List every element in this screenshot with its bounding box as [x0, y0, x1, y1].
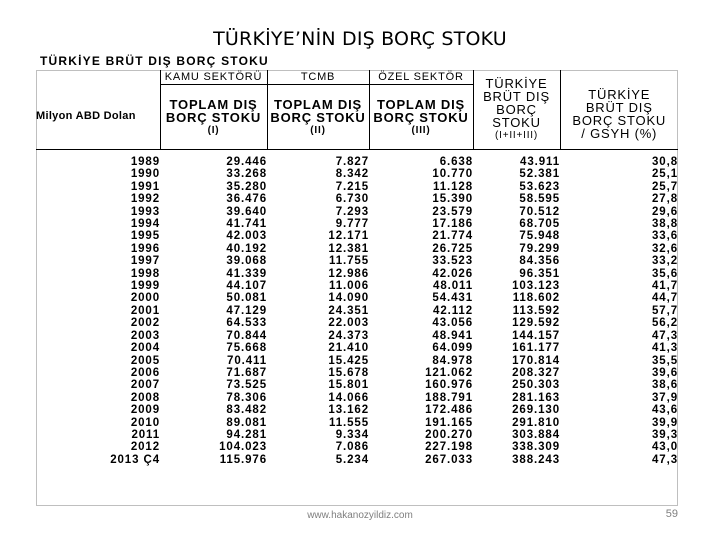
col-header-line: BORÇ STOKU: [572, 113, 667, 128]
cell-debt-gdp: 33,2: [652, 255, 678, 268]
cell-central-bank: 7.293: [335, 205, 369, 218]
cell-gross-total: 113.592: [512, 304, 560, 317]
cell-year: 2009: [130, 404, 160, 417]
cell-gross-total: 43.911: [520, 156, 560, 168]
cell-private: 21.774: [432, 230, 473, 243]
cell-year: 2011: [131, 428, 160, 441]
cell-private: 6.638: [439, 156, 473, 168]
cell-public: 70.844: [226, 329, 267, 342]
cell-central-bank: 15.801: [328, 379, 369, 392]
cell-public: 39.640: [226, 205, 267, 218]
col-header-line: BRÜT DIŞ: [585, 100, 653, 115]
cell-debt-gdp: 39,3: [652, 428, 678, 441]
cell-gross-total: 144.157: [512, 329, 560, 342]
cell-private: 15.390: [432, 193, 473, 206]
cell-central-bank: 21.410: [328, 342, 369, 355]
cell-gross-total: 68.705: [519, 218, 560, 231]
cell-public: 44.107: [226, 280, 267, 293]
table-row: [36, 181, 678, 193]
cell-year: 2007: [130, 379, 160, 392]
group-header-private-sector: ÖZEL SEKTÖR: [369, 70, 473, 85]
cell-year: 2012: [130, 441, 160, 454]
cell-year: 1999: [130, 280, 160, 293]
cell-central-bank: 12.381: [328, 242, 369, 255]
col-header-private-total: [369, 85, 473, 150]
cell-debt-gdp: 41,7: [652, 280, 678, 293]
col-header-line: (II): [310, 124, 326, 136]
cell-private: 227.198: [425, 441, 473, 454]
cell-private: 121.062: [425, 366, 473, 379]
table-row: [36, 441, 678, 453]
cell-debt-gdp: 33,6: [652, 230, 678, 243]
cell-gross-total: 75.948: [519, 230, 560, 243]
cell-central-bank: 9.777: [335, 218, 369, 231]
cell-central-bank: 6.730: [335, 193, 369, 206]
page-number: 59: [665, 508, 678, 520]
cell-private: 200.270: [425, 428, 473, 441]
cell-debt-gdp: 43,0: [652, 441, 678, 454]
cell-private: 10.770: [432, 168, 473, 181]
table-row: [36, 280, 678, 292]
cell-central-bank: 22.003: [328, 317, 369, 330]
cell-private: 267.033: [425, 453, 473, 466]
cell-private: 172.486: [425, 404, 473, 417]
table-row: [36, 367, 678, 379]
col-header-line: / GSYH (%): [581, 126, 658, 141]
cell-private: 17.186: [432, 218, 473, 231]
cell-gross-total: 53.623: [519, 180, 560, 193]
col-header-cb-total: [267, 85, 369, 150]
cell-gross-total: 338.309: [512, 441, 560, 454]
cell-gross-total: 161.177: [512, 342, 560, 355]
table-row: [36, 355, 678, 367]
cell-public: 47.129: [226, 304, 267, 317]
cell-private: 42.112: [433, 304, 473, 317]
cell-year: 2008: [130, 391, 160, 404]
cell-private: 84.978: [432, 354, 473, 367]
cell-central-bank: 15.425: [328, 354, 369, 367]
table-row: [36, 243, 678, 255]
cell-gross-total: 208.327: [512, 366, 560, 379]
cell-debt-gdp: 39,9: [652, 416, 678, 429]
cell-private: 48.941: [432, 329, 473, 342]
cell-gross-total: 58.595: [519, 193, 560, 206]
cell-gross-total: 118.602: [512, 292, 560, 305]
cell-year: 1996: [130, 242, 160, 255]
col-header-line: BORÇ STOKU: [373, 109, 469, 125]
table-row: [36, 330, 678, 342]
cell-public: 73.525: [226, 379, 267, 392]
table-row: [36, 379, 678, 391]
table-row: [36, 156, 678, 168]
cell-debt-gdp: 39,6: [652, 366, 678, 379]
cell-gross-total: 281.163: [512, 391, 560, 404]
cell-year: 1993: [130, 205, 160, 218]
cell-debt-gdp: 37,9: [652, 391, 678, 404]
cell-year: 2005: [130, 354, 160, 367]
cell-year: 2004: [130, 342, 160, 355]
col-header-line: BRÜT DIŞ: [483, 89, 550, 104]
cell-central-bank: 11.755: [329, 255, 369, 268]
col-header-line: (III): [411, 124, 431, 136]
cell-debt-gdp: 30,8: [652, 156, 678, 168]
cell-private: 33.523: [432, 255, 473, 268]
col-header-line: BORÇ STOKU: [270, 109, 366, 125]
cell-year: 2006: [130, 366, 160, 379]
cell-private: 48.011: [433, 280, 473, 293]
cell-gross-total: 170.814: [512, 354, 560, 367]
cell-year: 2003: [130, 329, 160, 342]
cell-public: 42.003: [226, 230, 267, 243]
col-header-line: TOPLAM DIŞ: [274, 96, 362, 112]
cell-debt-gdp: 57,7: [652, 304, 678, 317]
table-row: [36, 168, 678, 180]
cell-debt-gdp: 44,7: [652, 292, 678, 305]
cell-central-bank: 12.171: [328, 230, 369, 243]
cell-public: 70.411: [227, 354, 267, 367]
cell-public: 41.741: [226, 218, 267, 231]
cell-debt-gdp: 41,3: [652, 342, 678, 355]
cell-debt-gdp: 47,3: [652, 453, 678, 466]
col-header-public-total: [160, 85, 267, 150]
cell-central-bank: 14.066: [328, 391, 369, 404]
cell-central-bank: 7.215: [335, 180, 369, 193]
cell-debt-gdp: 27,8: [652, 193, 678, 206]
cell-gross-total: 303.884: [512, 428, 560, 441]
cell-private: 188.791: [425, 391, 473, 404]
table-row: [36, 292, 678, 304]
cell-year: 2013 Ç4: [110, 453, 160, 466]
table-row: [36, 392, 678, 404]
col-header-line: TOPLAM DIŞ: [169, 96, 258, 112]
cell-central-bank: 9.334: [335, 428, 369, 441]
cell-central-bank: 5.234: [335, 453, 369, 466]
cell-private: 42.026: [432, 267, 473, 280]
cell-central-bank: 7.827: [335, 156, 369, 168]
cell-gross-total: 84.356: [519, 255, 560, 268]
col-header-gross-total: [473, 70, 560, 150]
cell-debt-gdp: 35,5: [652, 354, 678, 367]
cell-central-bank: 7.086: [335, 441, 369, 454]
cell-central-bank: 11.555: [329, 416, 369, 429]
cell-year: 2010: [130, 416, 160, 429]
debt-table: [36, 70, 678, 466]
cell-private: 64.099: [432, 342, 473, 355]
cell-private: 23.579: [432, 205, 473, 218]
cell-year: 1994: [130, 218, 160, 231]
cell-year: 1997: [130, 255, 160, 268]
cell-central-bank: 11.006: [329, 280, 369, 293]
table-body: [36, 150, 678, 467]
cell-debt-gdp: 25,1: [652, 168, 678, 181]
cell-public: 35.280: [226, 180, 267, 193]
table-row: [36, 429, 678, 441]
table-row: [36, 193, 678, 205]
cell-year: 2001: [130, 304, 160, 317]
cell-public: 50.081: [226, 292, 267, 305]
col-header-line: TÜRKİYE: [485, 76, 548, 91]
cell-debt-gdp: 56,2: [652, 317, 678, 330]
group-header-row: [36, 70, 678, 85]
group-header-public-sector: KAMU SEKTÖRÜ: [160, 70, 267, 85]
cell-year: 1992: [130, 193, 160, 206]
cell-gross-total: 70.512: [519, 205, 560, 218]
cell-debt-gdp: 38,6: [652, 379, 678, 392]
cell-public: 33.268: [226, 168, 267, 181]
table-row: [36, 206, 678, 218]
col-header-line: (I): [207, 124, 220, 136]
cell-gross-total: 52.381: [519, 168, 560, 181]
cell-central-bank: 15.678: [328, 366, 369, 379]
cell-public: 39.068: [226, 255, 267, 268]
col-header-line: TÜRKİYE: [588, 87, 651, 102]
group-header-central-bank: TCMB: [267, 70, 369, 85]
cell-public: 64.533: [226, 317, 267, 330]
table-row: [36, 454, 678, 466]
cell-year: 1998: [130, 267, 160, 280]
cell-central-bank: 24.373: [328, 329, 369, 342]
table-caption: TÜRKİYE BRÜT DIŞ BORÇ STOKU: [40, 54, 269, 68]
col-header-line: BORÇ STOKU: [165, 109, 262, 125]
cell-debt-gdp: 47,3: [652, 329, 678, 342]
cell-public: 94.281: [226, 428, 267, 441]
col-header-line: TOPLAM DIŞ: [377, 96, 465, 112]
table-row: [36, 218, 678, 230]
cell-public: 40.192: [226, 242, 267, 255]
cell-central-bank: 12.986: [328, 267, 369, 280]
cell-gross-total: 129.592: [512, 317, 560, 330]
cell-year: 1990: [130, 168, 160, 181]
cell-public: 78.306: [226, 391, 267, 404]
cell-public: 29.446: [226, 156, 267, 168]
cell-public: 104.023: [219, 441, 267, 454]
slide-title: TÜRKİYE’NİN DIŞ BORÇ STOKU: [213, 28, 507, 50]
cell-public: 71.687: [226, 366, 267, 379]
cell-debt-gdp: 25,7: [652, 180, 678, 193]
cell-public: 75.668: [226, 342, 267, 355]
cell-year: 1995: [130, 230, 160, 243]
unit-label: Milyon ABD Dolan: [36, 110, 136, 123]
cell-central-bank: 8.342: [335, 168, 369, 181]
cell-gross-total: 96.351: [519, 267, 560, 280]
cell-gross-total: 250.303: [512, 379, 560, 392]
table-row: [36, 317, 678, 329]
cell-debt-gdp: 29,6: [652, 205, 678, 218]
cell-gross-total: 79.299: [519, 242, 560, 255]
cell-private: 191.165: [425, 416, 473, 429]
cell-central-bank: 24.351: [328, 304, 369, 317]
cell-central-bank: 13.162: [328, 404, 369, 417]
cell-year: 1989: [130, 156, 160, 168]
cell-private: 54.431: [432, 292, 473, 305]
table-row: [36, 230, 678, 242]
cell-debt-gdp: 43,6: [652, 404, 678, 417]
col-header-line: (I+II+III): [494, 130, 538, 141]
cell-year: 1991: [130, 180, 160, 193]
cell-gross-total: 291.810: [512, 416, 560, 429]
cell-gross-total: 269.130: [512, 404, 560, 417]
table-row: [36, 255, 678, 267]
table-row: [36, 305, 678, 317]
cell-public: 83.482: [226, 404, 267, 417]
cell-private: 43.056: [432, 317, 473, 330]
cell-debt-gdp: 32,6: [652, 242, 678, 255]
table-row: [36, 342, 678, 354]
table-row: [36, 417, 678, 429]
col-header-line: STOKU: [492, 115, 541, 130]
cell-public: 41.339: [226, 267, 267, 280]
cell-debt-gdp: 38,8: [652, 218, 678, 231]
cell-debt-gdp: 35,6: [652, 267, 678, 280]
col-header-line: BORÇ: [496, 102, 537, 117]
cell-gross-total: 388.243: [512, 453, 560, 466]
cell-private: 26.725: [432, 242, 473, 255]
cell-year: 2000: [130, 292, 160, 305]
col-header-debt-to-gdp: [560, 70, 678, 150]
cell-public: 89.081: [226, 416, 267, 429]
footer-url: www.hakanozyildiz.com: [307, 510, 413, 521]
table-row: [36, 268, 678, 280]
cell-private: 160.976: [425, 379, 473, 392]
table-row: [36, 404, 678, 416]
cell-public: 36.476: [226, 193, 267, 206]
cell-private: 11.128: [433, 180, 473, 193]
cell-public: 115.976: [219, 453, 267, 466]
cell-gross-total: 103.123: [512, 280, 560, 293]
cell-year: 2002: [130, 317, 160, 330]
cell-central-bank: 14.090: [328, 292, 369, 305]
